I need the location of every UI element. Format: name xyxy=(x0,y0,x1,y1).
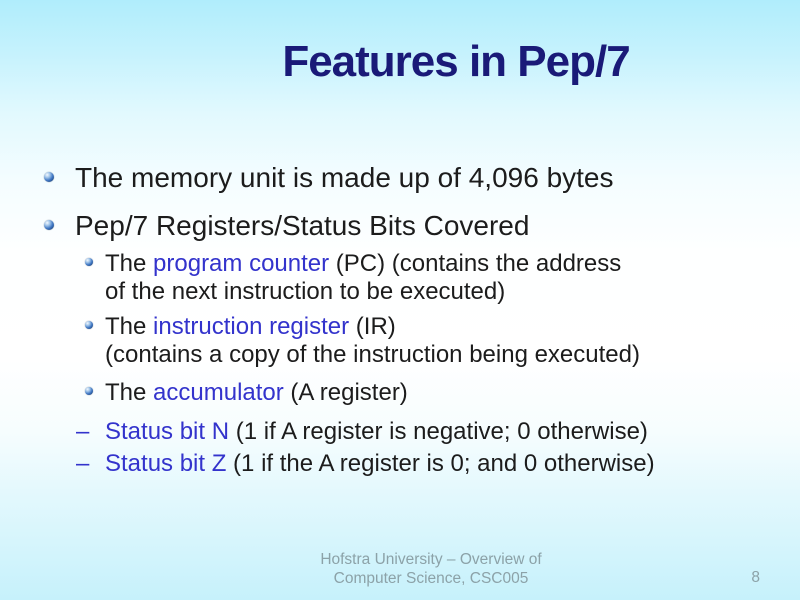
bullet-text xyxy=(105,418,770,445)
sphere-bullet-icon xyxy=(85,387,93,395)
keyword-text: accumulator xyxy=(153,379,284,406)
dash-bullet-icon: – xyxy=(76,450,90,477)
sphere-bullet-icon xyxy=(85,321,93,329)
keyword-text: Status bit Z xyxy=(105,450,227,477)
sub-bullet-item-instruction-register xyxy=(0,313,770,340)
keyword-text: Status bit N xyxy=(105,418,230,445)
footer xyxy=(62,551,800,588)
keyword-text: instruction register xyxy=(153,313,350,340)
bullet-text xyxy=(105,313,770,340)
sub-bullet-item-program-counter xyxy=(0,250,770,277)
page-title: Features in Pep/7 xyxy=(282,37,630,86)
sphere-bullet-icon xyxy=(44,220,54,230)
bullet-item-memory-unit xyxy=(0,163,770,193)
page-number: 8 xyxy=(751,569,760,586)
sphere-bullet-icon xyxy=(85,258,93,266)
sub-bullet-continuation xyxy=(0,341,770,368)
bullet-text: The memory unit is made up of 4,096 bytes xyxy=(75,162,614,193)
text-segment: The xyxy=(105,250,154,277)
bullet-text xyxy=(105,379,770,406)
text-segment: (IR) xyxy=(349,313,396,340)
bullet-text: of the next instruction to be executed) xyxy=(105,278,506,305)
bullet-item-registers-covered xyxy=(0,211,770,241)
footer-line-2: Computer Science, CSC005 xyxy=(333,569,529,587)
bullet-text xyxy=(105,250,770,277)
sphere-bullet-icon xyxy=(44,172,54,182)
dash-bullet-icon: – xyxy=(76,418,90,445)
keyword-text: program counter xyxy=(153,250,330,277)
text-segment: The xyxy=(105,379,154,406)
bullet-text xyxy=(105,450,770,477)
text-segment: (1 if the A register is 0; and 0 otherwise) xyxy=(226,450,655,477)
bullet-text: Pep/7 Registers/Status Bits Covered xyxy=(75,210,530,241)
dash-item-status-bit-z xyxy=(0,450,770,477)
bullet-text: (contains a copy of the instruction being executed) xyxy=(105,341,640,368)
text-segment: (A register) xyxy=(283,379,408,406)
text-segment: (1 if A register is negative; 0 otherwise) xyxy=(229,418,648,445)
text-segment: The xyxy=(105,313,154,340)
sub-bullet-continuation xyxy=(0,278,770,305)
dash-item-status-bit-n xyxy=(0,418,770,445)
footer-line-1: Hofstra University – Overview of xyxy=(320,551,542,568)
text-segment: (PC) (contains the address xyxy=(329,250,622,277)
sub-bullet-item-accumulator xyxy=(0,379,770,406)
